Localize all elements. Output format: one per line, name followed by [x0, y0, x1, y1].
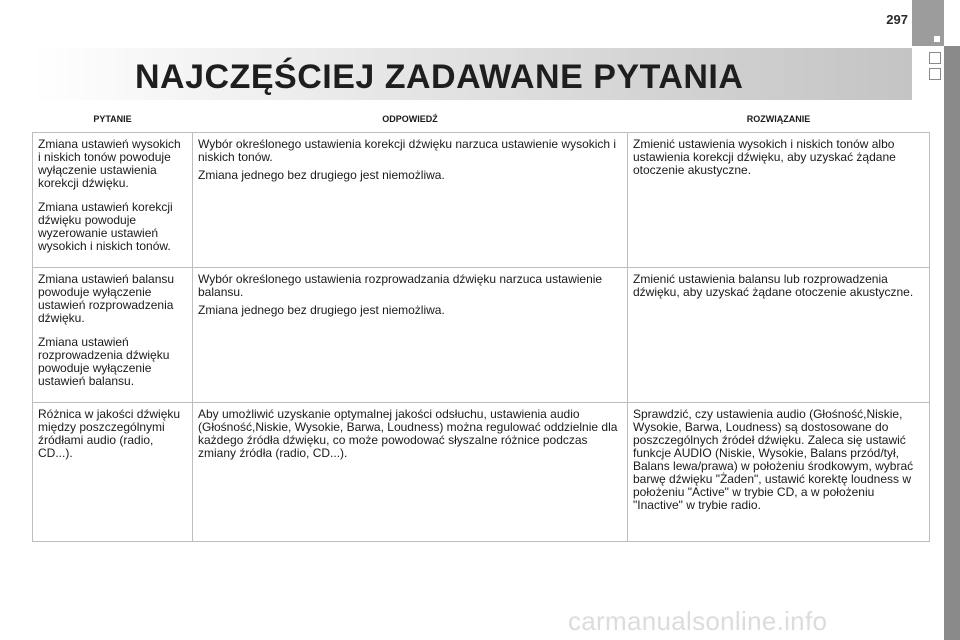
- table-row: [33, 268, 930, 332]
- answer-cell: [193, 133, 628, 268]
- checkbox-icon: [929, 52, 941, 64]
- page-number: 297: [886, 12, 908, 27]
- answer-cell: [193, 268, 628, 403]
- solution-cell: Zmienić ustawienia wysokich i niskich tonów albo ustawienia korekcji dźwięku, aby uzyskać żądane otoczenie akustyczne.: [628, 133, 930, 268]
- faq-table: [32, 106, 930, 542]
- answer-text: Wybór określonego ustawienia korekcji dźwięku narzuca ustawienie wysokich i niskich tonów.: [198, 137, 617, 164]
- chapter-sidebar: [944, 46, 960, 640]
- table-row: [33, 403, 930, 542]
- header-question: PYTANIE: [33, 106, 193, 133]
- answer-text: Zmiana jednego bez drugiego jest niemożliwa.: [198, 303, 445, 317]
- checkbox-icon: [929, 68, 941, 80]
- answer-cell: Aby umożliwić uzyskanie optymalnej jakości odsłuchu, ustawienia audio (Głośność,Niskie, Wysokie, Barwa, Loudness) można regulować oddzielnie dla każdego źródła dźwięku, co może powodować słyszalne różnice podczas zmiany źródła (radio, CD...).: [193, 403, 628, 542]
- solution-cell: Sprawdzić, czy ustawienia audio (Głośność,Niskie, Wysokie, Barwa, Loudness) są dostosowane do poszczególnych źródeł dźwięku. Zaleca się ustawić funkcje AUDIO (Niskie, Wysokie, Balans przód/tył, Balans lewa/prawa) w położeniu środkowym, wybrać barwę dźwięku "Żaden", ustawić korektę loudness w położeniu "Active" w trybie CD, a w położeniu "Inactive" w trybie radio.: [628, 403, 930, 542]
- corner-tab: [912, 0, 944, 46]
- question-cell: Zmiana ustawień balansu powoduje wyłączenie ustawień rozprowadzenia dźwięku.: [33, 268, 193, 332]
- solution-cell: Zmienić ustawienia balansu lub rozprowadzenia dźwięku, aby uzyskać żądane otoczenie akustyczne.: [628, 268, 930, 403]
- answer-text: Zmiana jednego bez drugiego jest niemożliwa.: [198, 168, 445, 182]
- answer-text: Wybór określonego ustawienia rozprowadzania dźwięku narzuca ustawienie balansu.: [198, 272, 603, 299]
- question-cell: Zmiana ustawień rozprowadzenia dźwięku powoduje wyłączenie ustawień balansu.: [33, 331, 193, 403]
- header-answer: ODPOWIEDŹ: [193, 106, 628, 133]
- question-cell: Zmiana ustawień wysokich i niskich tonów powoduje wyłączenie ustawienia korekcji dźwięku.: [33, 133, 193, 197]
- page-title: NAJCZĘŚCIEJ ZADAWANE PYTANIA: [135, 58, 744, 96]
- header-solution: ROZWIĄZANIE: [628, 106, 930, 133]
- question-cell: Zmiana ustawień korekcji dźwięku powoduje wyzerowanie ustawień wysokich i niskich tonów.: [33, 196, 193, 268]
- question-cell: Różnica w jakości dźwięku między poszczególnymi źródłami audio (radio, CD...).: [33, 403, 193, 542]
- table-header-row: [33, 106, 930, 133]
- table-row: [33, 133, 930, 197]
- watermark: carmanualsonline.info: [568, 606, 828, 636]
